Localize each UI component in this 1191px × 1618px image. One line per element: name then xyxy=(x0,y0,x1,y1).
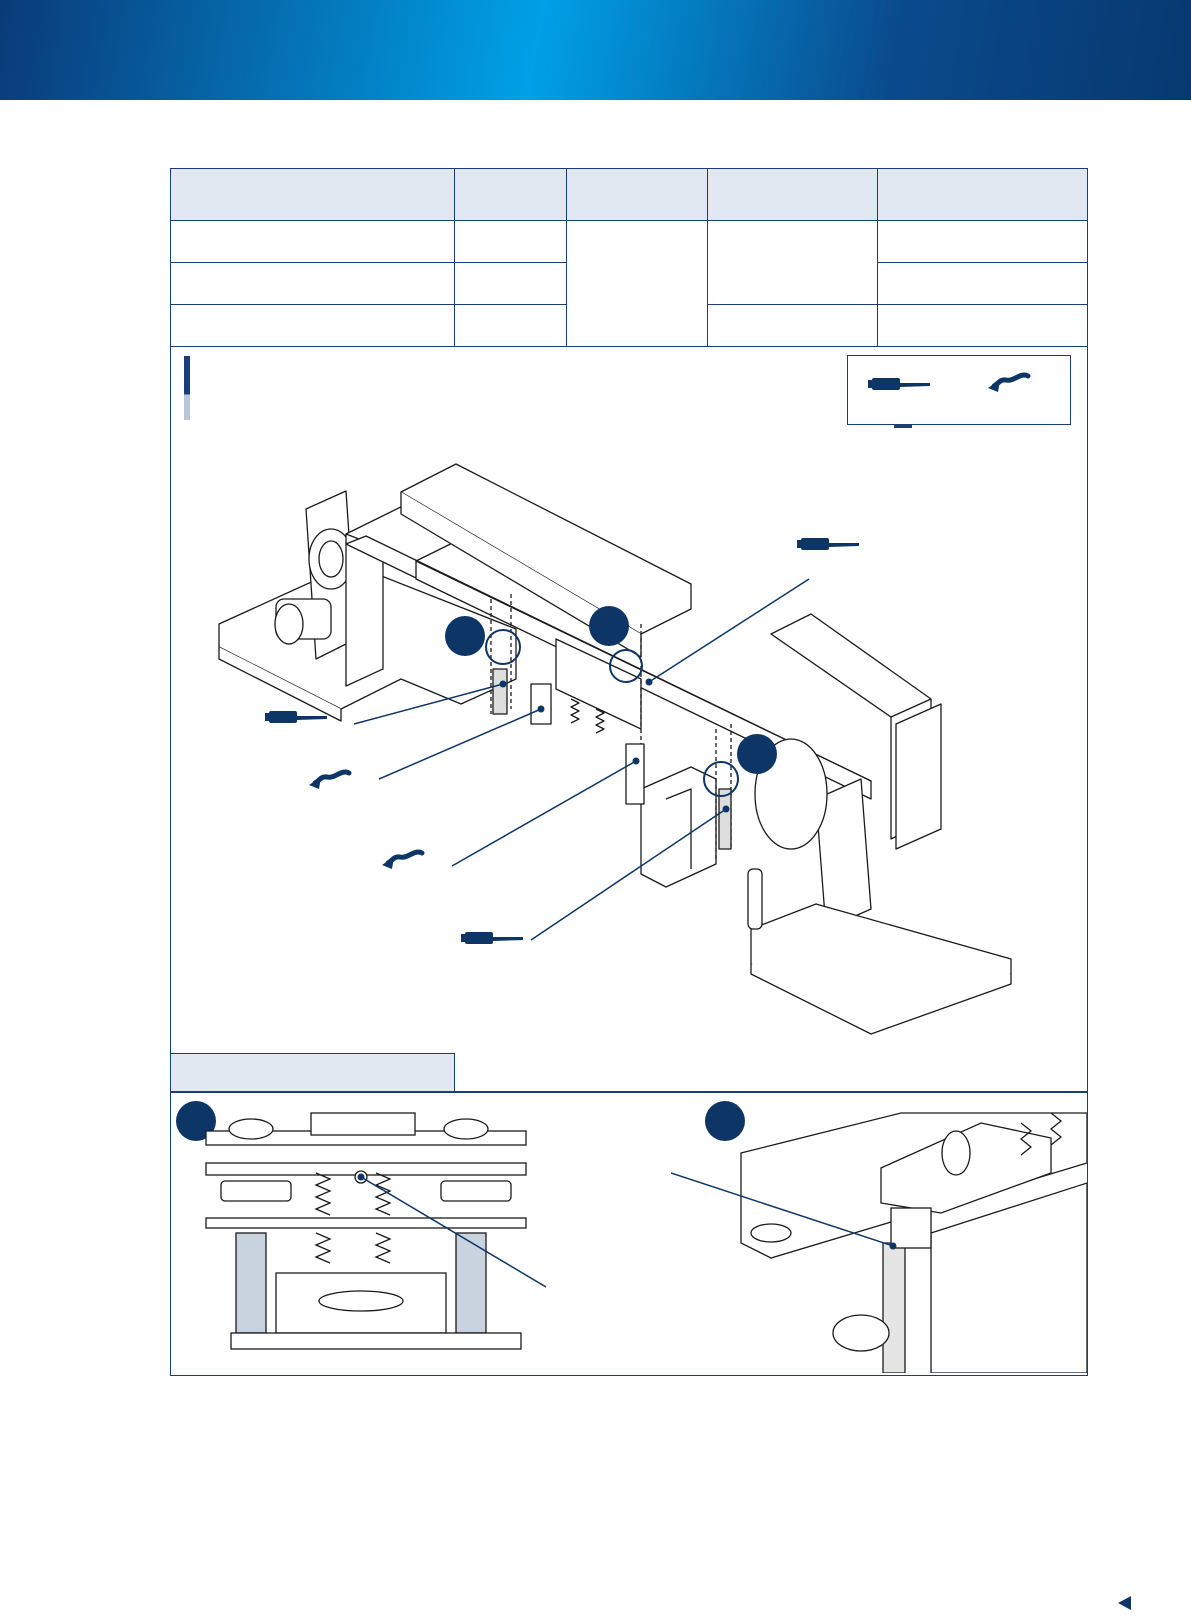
grease-gun-icon xyxy=(461,932,523,944)
grease-gun-icon xyxy=(797,538,859,550)
lubrication-panel xyxy=(170,168,1088,1376)
callout-badge xyxy=(737,734,777,774)
detail-section-header xyxy=(171,1053,455,1093)
callout-badge xyxy=(445,616,485,656)
detail-view-right xyxy=(671,1093,1087,1373)
oil-drip-arrow-icon xyxy=(382,852,422,869)
callout-badge xyxy=(589,606,629,646)
machine-illustration xyxy=(171,169,1089,1053)
grease-gun-icon xyxy=(265,711,327,723)
triangle-left-icon[interactable] xyxy=(1118,1596,1131,1610)
header-banner xyxy=(0,0,1191,100)
oil-drip-arrow-icon xyxy=(309,772,349,789)
detail-view-left xyxy=(201,1093,701,1373)
